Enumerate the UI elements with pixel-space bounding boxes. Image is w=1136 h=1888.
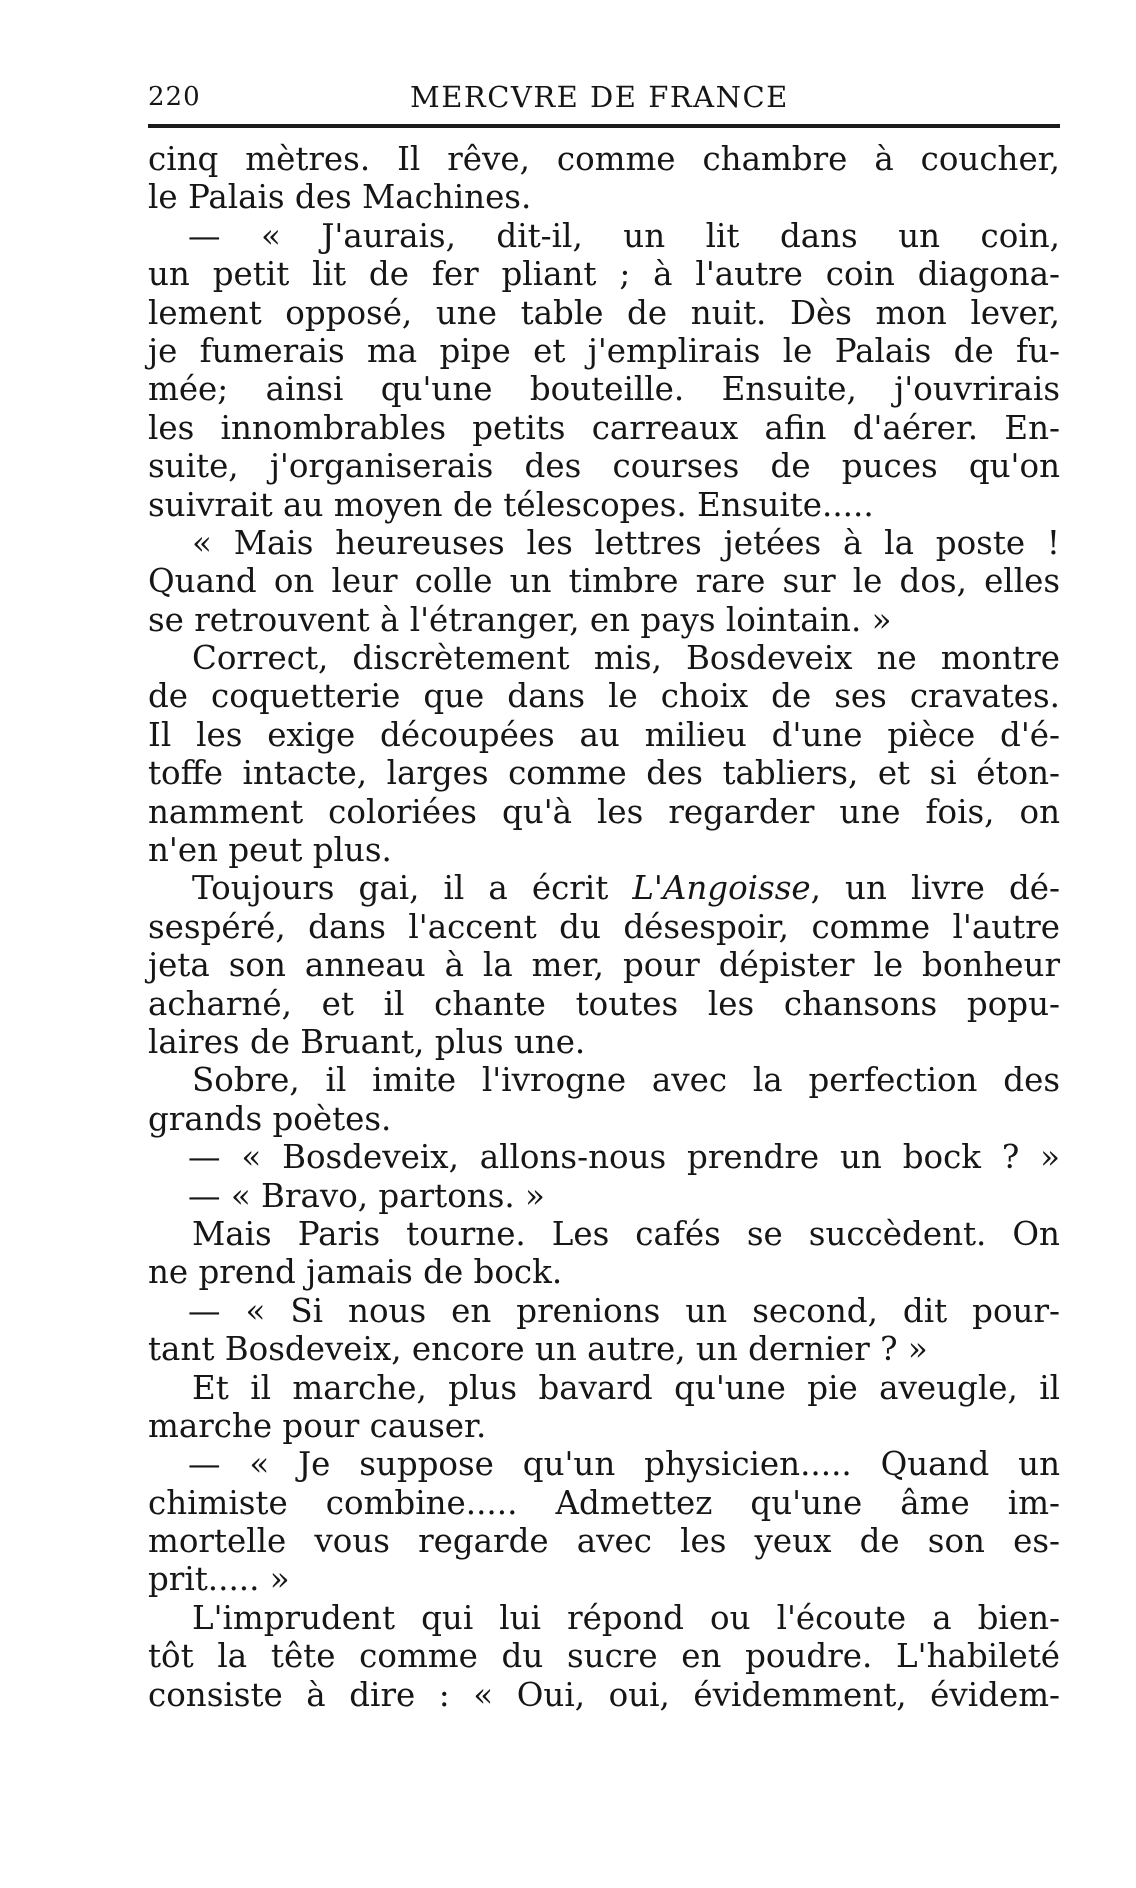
text-line: Quand on leur colle un timbre rare sur le dos, elles [148,562,1060,601]
text-line: Et il marche, plus bavard qu'une pie aveugle, il [192,1368,1060,1407]
text-line [148,869,1060,907]
text-line: grands poètes. [148,1099,392,1138]
text-line: suivrait au moyen de télescopes. Ensuite..... [148,485,874,524]
text-line: L'imprudent qui lui répond ou l'écoute a bien- [192,1598,1060,1637]
text-line: un petit lit de fer pliant ; à l'autre coin diagona- [148,255,1060,294]
page-number: 220 [148,82,201,112]
text-line: « Mais heureuses les lettres jetées à la poste ! [192,523,1060,562]
text-line: Sobre, il imite l'ivrogne avec la perfection des [192,1061,1060,1100]
text-line: suite, j'organiserais des courses de puces qu'on [148,447,1060,486]
text-line: — « Si nous en prenions un second, dit pour- [188,1291,1060,1330]
text-line: tôt la tête comme du sucre en poudre. L'habileté [148,1637,1060,1676]
text-line: Correct, discrètement mis, Bosdeveix ne montre [192,639,1060,678]
text-line: — « Bosdeveix, allons-nous prendre un bock ? » [188,1138,1060,1177]
text-line: tant Bosdeveix, encore un autre, un dernier ? » [148,1330,928,1369]
book-title-italic: L'Angoisse [632,869,811,908]
body-text [148,140,1062,1714]
running-title: MERCVRE DE FRANCE [410,80,789,114]
text-line: sespéré, dans l'accent du désespoir, comme l'autre [148,907,1060,946]
text-segment: , un livre dé- [810,869,1060,908]
text-line: acharné, et il chante toutes les chansons popu- [148,984,1060,1023]
text-line: je fumerais ma pipe et j'emplirais le Palais de fu- [148,331,1060,370]
text-line: lement opposé, une table de nuit. Dès mon lever, [148,293,1060,332]
text-line: les innombrables petits carreaux afin d'aérer. En- [148,408,1060,447]
text-line: de coquetterie que dans le choix de ses cravates. [148,677,1060,716]
text-line: marche pour causer. [148,1406,487,1445]
text-line: jeta son anneau à la mer, pour dépister le bonheur [148,946,1060,985]
text-line: cinq mètres. Il rêve, comme chambre à coucher, [148,140,1060,178]
text-line: n'en peut plus. [148,831,392,870]
page-header [148,70,1062,122]
text-line: consiste à dire : « Oui, oui, évidemment, évidem- [148,1675,1060,1714]
text-line: — « Je suppose qu'un physicien..... Quand un [188,1445,1060,1484]
text-line: — « Bravo, partons. » [188,1176,545,1215]
text-line: prit..... » [148,1560,290,1599]
text-segment: Toujours gai, il a écrit [192,869,633,908]
header-rule [148,124,1060,128]
book-page [148,70,1062,1714]
text-line: namment coloriées qu'à les regarder une fois, on [148,792,1060,831]
text-line: ne prend jamais de bock. [148,1253,563,1292]
text-line: — « J'aurais, dit-il, un lit dans un coin, [188,216,1060,255]
text-line: Mais Paris tourne. Les cafés se succèdent. On [192,1214,1060,1253]
text-line: laires de Bruant, plus une. [148,1022,586,1061]
text-line: se retrouvent à l'étranger, en pays lointain. » [148,600,892,639]
text-line: mortelle vous regarde avec les yeux de son es- [148,1522,1060,1561]
text-line: le Palais des Machines. [148,178,532,217]
text-line: mée; ainsi qu'une bouteille. Ensuite, j'ouvrirais [148,370,1060,409]
text-line: Il les exige découpées au milieu d'une pièce d'é- [148,715,1060,754]
text-line: toffe intacte, larges comme des tabliers, et si éton- [148,754,1060,793]
text-line: chimiste combine..... Admettez qu'une âme im- [148,1483,1060,1522]
